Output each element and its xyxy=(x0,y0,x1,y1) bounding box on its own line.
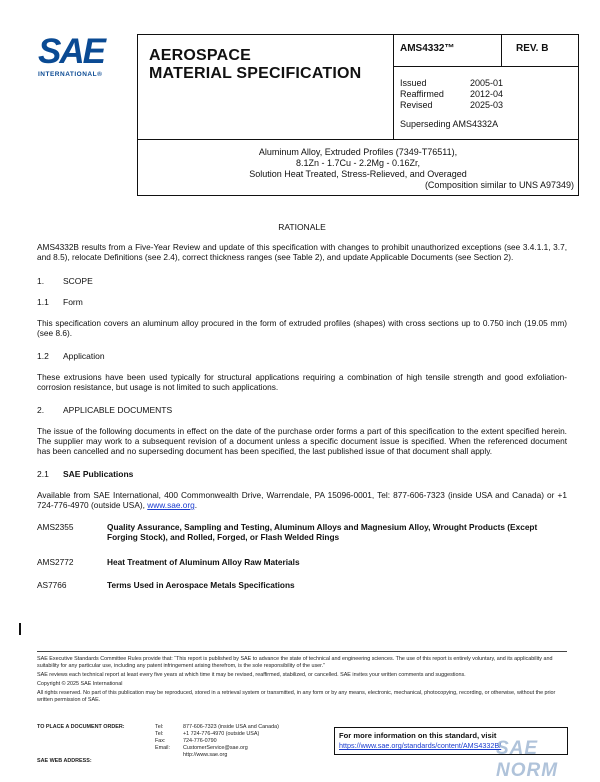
section-2-heading xyxy=(37,405,567,415)
date-row-reaffirmed xyxy=(400,89,578,100)
contact-label: Fax: xyxy=(155,738,166,744)
section-number: 2. xyxy=(37,405,45,415)
contact-row xyxy=(155,745,279,752)
contact-label: Tel: xyxy=(155,731,164,737)
date-label: Issued xyxy=(400,78,427,88)
web-address-title: SAE WEB ADDRESS: xyxy=(37,758,92,764)
document-code: AS7766 xyxy=(37,580,67,590)
document-title: Terms Used in Aerospace Metals Specifications xyxy=(107,580,295,590)
contact-value: +1 724-776-4970 (outside USA) xyxy=(183,731,260,737)
section-2-1-text xyxy=(37,490,567,510)
section-1-1-heading xyxy=(37,297,567,307)
section-title: APPLICABLE DOCUMENTS xyxy=(63,405,173,415)
footer-rules-text: SAE Executive Standards Committee Rules provide that: “This report is published by SAE to advance the state of technical and engineering sciences. The use of this report is entirely voluntary, and its applicability and suitability for any particular use, including any patent infringement arising therefrom, is the sole responsibility of the user.” xyxy=(37,656,553,669)
logo-subtitle: INTERNATIONAL® xyxy=(38,71,103,78)
rationale-heading: RATIONALE xyxy=(278,222,326,232)
title-cell xyxy=(138,35,394,139)
spec-number: AMS4332™ xyxy=(394,35,502,67)
date-row-issued xyxy=(400,78,578,89)
section-1-2-text: These extrusions have been used typically for structural applications requiring a combination of high tensile strength and good exfoliation-corrosion resistance, but usage is not limited to such applications. xyxy=(37,372,567,392)
section-number: 1. xyxy=(37,276,45,286)
revision-label: REV. B xyxy=(502,35,578,67)
sae-address-text: Available from SAE International, 400 Commonwealth Drive, Warrendale, PA 15096-0001, Tel: 877-606-7323 (inside USA and Canada) or +1 724-776-4970 (outside USA), xyxy=(37,490,567,510)
contact-label: Tel: xyxy=(155,724,164,730)
date-label: Revised xyxy=(400,100,433,110)
subject-line-4: (Composition similar to UNS A97349) xyxy=(424,180,574,190)
footer-divider xyxy=(37,651,567,652)
spec-title-box xyxy=(137,34,579,196)
contact-value[interactable]: http://www.sae.org xyxy=(183,752,228,758)
contact-value[interactable]: CustomerService@sae.org xyxy=(183,745,248,751)
document-code: AMS2355 xyxy=(37,522,74,532)
document-code: AMS2772 xyxy=(37,557,74,567)
section-number: 2.1 xyxy=(37,469,49,479)
rationale-text: AMS4332B results from a Five-Year Review and update of this specification with changes to prohibit unauthorized exceptions (see 3.4.1.1, 3.7, and 8.5), relocate Definitions (see 2.4), correct thickness ranges (see Table 2), and update Applicable Documents (see Section 2). xyxy=(37,242,567,262)
contact-row xyxy=(155,752,279,759)
section-title: SCOPE xyxy=(63,276,93,286)
section-number: 1.2 xyxy=(37,351,49,361)
order-title: TO PLACE A DOCUMENT ORDER: xyxy=(37,724,125,730)
date-row-revised xyxy=(400,100,578,111)
title-line-1: AEROSPACE xyxy=(149,47,251,64)
subject-line-2: 8.1Zn - 1.7Cu - 2.2Mg - 0.16Zr, xyxy=(295,158,421,168)
contact-label xyxy=(155,752,183,759)
info-title: For more information on this standard, visit xyxy=(339,731,497,740)
dates-cell xyxy=(394,67,578,139)
header-divider xyxy=(138,139,578,140)
date-value: 2025-03 xyxy=(470,100,504,110)
contact-value: 724-776-0790 xyxy=(183,738,217,744)
date-value: 2012-04 xyxy=(470,89,504,99)
document-title: Heat Treatment of Aluminum Alloy Raw Materials xyxy=(107,557,300,567)
section-title: Form xyxy=(63,297,83,307)
date-label: Reaffirmed xyxy=(400,89,444,99)
sae-website-link[interactable]: www.sae.org xyxy=(147,500,195,510)
period: . xyxy=(194,500,198,510)
date-value: 2005-01 xyxy=(470,78,504,88)
document-title: Quality Assurance, Sampling and Testing, Aluminum Alloys and Magnesium Alloy, Wrought Products (Except Forging Stock), and Rolled, Forged, or Flash Welded Rings xyxy=(107,522,538,542)
section-1-heading xyxy=(37,276,567,286)
title-line-2: MATERIAL SPECIFICATION xyxy=(149,65,362,82)
section-number: 1.1 xyxy=(37,297,49,307)
superseding-note: Superseding AMS4332A xyxy=(400,119,499,129)
contact-label: Email: xyxy=(155,745,170,751)
section-1-1-text: This specification covers an aluminum alloy procured in the form of extruded profiles (shapes) with cross sections up to 0.750 inch (19.05 mm) (see 8.6). xyxy=(37,318,567,338)
spec-header xyxy=(38,34,579,196)
copyright-text: Copyright © 2025 SAE International xyxy=(37,681,123,687)
logo-mark: SAE xyxy=(38,32,104,71)
standard-url-link[interactable]: https://www.sae.org/standards/content/AMS4332B/ xyxy=(339,741,502,750)
contact-list xyxy=(155,724,279,759)
document-row xyxy=(37,580,567,590)
legal-footer xyxy=(37,656,567,706)
footer-review-text: SAE reviews each technical report at least every five years at which time it may be revised, reaffirmed, stabilized, or cancelled. SAE invites your written comments and suggestions. xyxy=(37,672,466,678)
section-title: Application xyxy=(63,351,105,361)
rights-text: All rights reserved. No part of this publication may be reproduced, stored in a retrieval system or transmitted, in any form or by any means, electronic, mechanical, photocopying, recording, or otherwise, without the prior written permission of SAE. xyxy=(37,690,556,703)
contact-row xyxy=(155,724,279,731)
contact-value: 877-606-7323 (inside USA and Canada) xyxy=(183,724,279,730)
section-2-1-heading xyxy=(37,469,567,479)
section-title: SAE Publications xyxy=(63,469,134,479)
spec-subject xyxy=(138,147,578,191)
watermark: SAE NORM xyxy=(496,738,559,781)
section-1-2-heading xyxy=(37,351,567,361)
document-row xyxy=(37,522,567,542)
sae-logo xyxy=(38,34,133,94)
contact-row xyxy=(155,731,279,738)
document-body xyxy=(37,222,567,590)
subject-line-1: Aluminum Alloy, Extruded Profiles (7349-T76511), xyxy=(258,147,458,157)
revision-change-bar xyxy=(19,623,21,635)
contact-row xyxy=(155,738,279,745)
section-2-text: The issue of the following documents in effect on the date of the purchase order forms a part of this specification to the extent specified herein. The supplier may work to a subsequent revision of a document unless a specific document issue is specified. When the referenced document has been cancelled and no superseding document has been specified, the last published issue of that document shall apply. xyxy=(37,426,567,456)
subject-line-3: Solution Heat Treated, Stress-Relieved, and Overaged xyxy=(249,169,467,179)
document-row xyxy=(37,557,567,567)
